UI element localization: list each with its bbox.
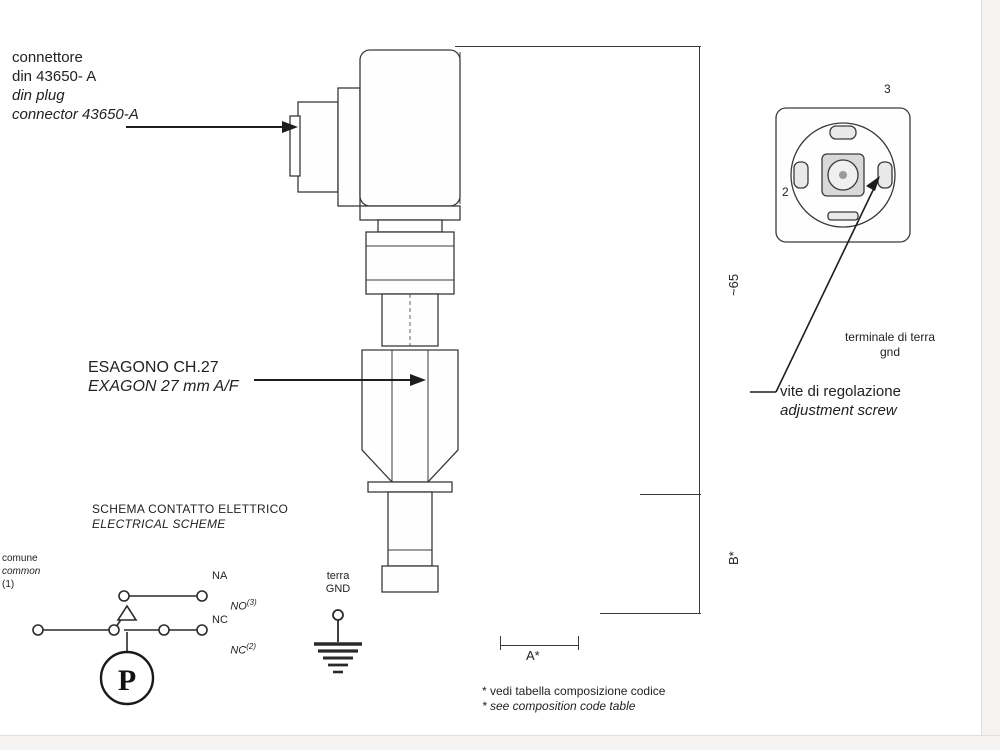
common-line1: comune [2, 553, 38, 564]
hex-callout-arrow [252, 371, 428, 389]
top-view-pin-2-label: 2 [782, 185, 789, 199]
ground-symbol [302, 606, 374, 680]
scheme-nc-label [212, 614, 282, 671]
washer [368, 482, 452, 492]
footnotes [482, 684, 782, 714]
adjustment-screw-leader [748, 170, 888, 400]
threaded-port [388, 492, 432, 566]
adjustment-screw-line1: vite di regolazione [780, 383, 901, 400]
ground-terminal-line1: terminale di terra [844, 330, 936, 344]
hex-callout-line1: ESAGONO CH.27 [88, 359, 219, 376]
switch-head-housing [360, 50, 460, 206]
dim-label-b: B* [726, 551, 741, 565]
connector-callout-line1: connettore [12, 49, 83, 66]
dim-line-a [500, 645, 578, 646]
din-connector-neck [338, 88, 360, 206]
ground-line2: GND [325, 583, 351, 595]
page-edge-bottom [0, 735, 1000, 750]
nc-line2: NC [230, 644, 247, 657]
top-view-pin-3-label: 3 [884, 82, 891, 96]
neck-upper [378, 220, 442, 232]
scheme-ground-label [310, 570, 366, 596]
connector-callout-line4: connector 43650-A [12, 106, 139, 123]
scheme-title-en: ELECTRICAL SCHEME [92, 517, 226, 531]
adjustment-screw-caption [780, 382, 1000, 420]
dim-ext-mid [640, 494, 701, 495]
hex-callout-line2: EXAGON 27 mm A/F [88, 378, 239, 395]
common-line2: common [2, 566, 41, 577]
no-sup: (3) [246, 598, 257, 607]
dim-a-tick-left [500, 636, 501, 650]
ground-terminal-line2: gnd [879, 345, 901, 359]
nc-line1: NC [212, 614, 228, 626]
port-end [382, 566, 438, 592]
din-connector-body [298, 102, 338, 192]
dim-line-b [699, 496, 700, 614]
footnote-en: * see composition code table [482, 699, 636, 713]
connector-callout-line3: din plug [12, 87, 65, 104]
terminal-slot-3 [830, 126, 856, 139]
pressure-symbol-text: P [117, 664, 137, 697]
electrical-scheme-title [92, 502, 352, 532]
dim-a-tick-right [578, 636, 579, 650]
middle-collar [366, 232, 454, 294]
ground-line1: terra [326, 570, 350, 582]
connector-callout-arrow [124, 118, 300, 136]
dim-ext-bottom [600, 613, 701, 614]
no-line1: NA [212, 570, 228, 582]
footnote-it: * vedi tabella composizione codice [482, 684, 666, 698]
scheme-title-it: SCHEMA CONTATTO ELETTRICO [92, 502, 289, 516]
connector-callout-line2: din 43650- A [12, 68, 97, 85]
scheme-common-label [2, 552, 72, 591]
adjustment-screw-line2: adjustment screw [780, 402, 897, 419]
head-base [360, 206, 460, 220]
page-edge-right [981, 0, 1000, 750]
no-line2: NO [230, 600, 247, 613]
connector-callout [12, 48, 252, 124]
nc-sup: (2) [246, 642, 257, 651]
dim-label-a: A* [526, 648, 540, 663]
dim-ext-top [455, 46, 701, 47]
common-line3: (1) [2, 579, 15, 590]
hex-nut-27 [362, 350, 458, 482]
dim-line-65 [699, 46, 700, 496]
dim-label-65: ~65 [726, 273, 741, 296]
